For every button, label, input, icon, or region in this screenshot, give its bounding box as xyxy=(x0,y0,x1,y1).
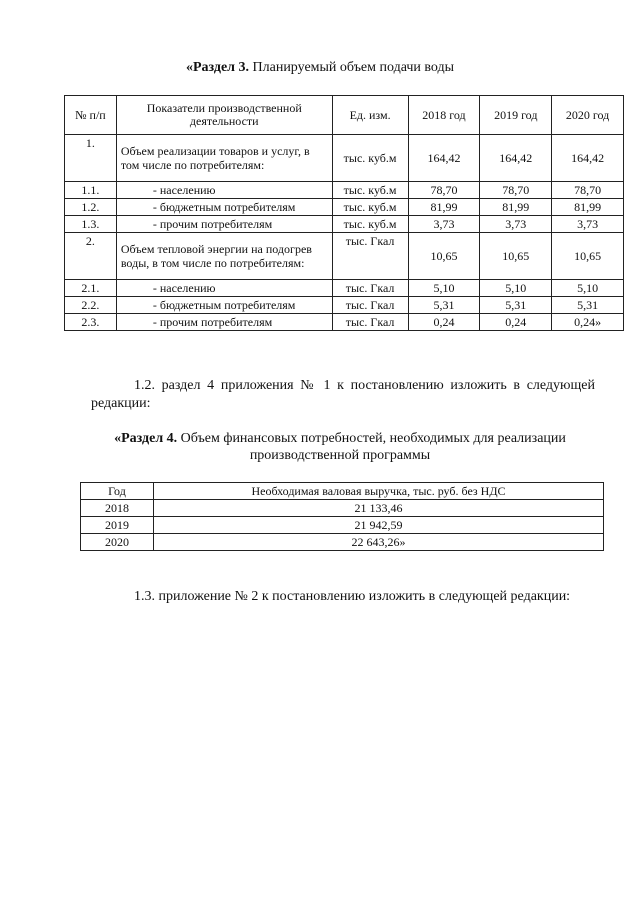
row-value-2019: 10,65 xyxy=(480,233,552,280)
section3-title-bold: «Раздел 3. xyxy=(185,60,250,75)
row-value-2019: 0,24 xyxy=(480,314,552,331)
table-row xyxy=(81,534,604,551)
row-unit: тыс. куб.м xyxy=(332,135,408,182)
row-value-2018: 5,31 xyxy=(408,297,480,314)
row-revenue: 21 133,46 xyxy=(154,500,604,517)
row-indicator: - населению xyxy=(116,182,332,199)
table-row xyxy=(81,500,604,517)
row-value-2020: 3,73 xyxy=(552,216,624,233)
section4-title-rest: Объем финансовых потребностей, необходимых для реализации производственной программы xyxy=(177,431,566,463)
row-indicator: Объем реализации товаров и услуг, в том числе по потребителям: xyxy=(116,135,332,182)
row-value-2020: 10,65 xyxy=(552,233,624,280)
row-num: 2.2. xyxy=(65,297,117,314)
row-value-2018: 0,24 xyxy=(408,314,480,331)
row-value-2018: 164,42 xyxy=(408,135,480,182)
section3-title-rest: Планируемый объем подачи воды xyxy=(249,60,455,75)
row-value-2019: 3,73 xyxy=(480,216,552,233)
header-unit: Ед. изм. xyxy=(332,96,408,135)
header-revenue: Необходимая валовая выручка, тыс. руб. без НДС xyxy=(154,483,604,500)
table-header-row xyxy=(65,96,624,135)
row-num: 1. xyxy=(65,135,117,182)
row-indicator: - бюджетным потребителям xyxy=(116,297,332,314)
row-num: 2. xyxy=(65,233,117,280)
row-value-2018: 5,10 xyxy=(408,280,480,297)
row-year: 2020 xyxy=(81,534,154,551)
row-unit: тыс. Гкал xyxy=(332,280,408,297)
row-num: 2.3. xyxy=(65,314,117,331)
header-indicator: Показатели производственной деятельности xyxy=(116,96,332,135)
row-unit: тыс. куб.м xyxy=(332,199,408,216)
row-indicator: Объем тепловой энергии на подогрев воды, в том числе по потребителям: xyxy=(116,233,332,280)
row-value-2020: 78,70 xyxy=(552,182,624,199)
header-2019: 2019 год xyxy=(480,96,552,135)
row-value-2020: 5,10 xyxy=(552,280,624,297)
table-row xyxy=(65,280,624,297)
row-value-2018: 3,73 xyxy=(408,216,480,233)
row-revenue: 21 942,59 xyxy=(154,517,604,534)
row-value-2020: 164,42 xyxy=(552,135,624,182)
row-value-2019: 81,99 xyxy=(480,199,552,216)
paragraph-1-2-text: 1.2. раздел 4 приложения № 1 к постановлению изложить в следующей редакции: xyxy=(91,378,595,411)
table-row xyxy=(65,314,624,331)
table-row xyxy=(81,517,604,534)
paragraph-1-2 xyxy=(91,377,595,413)
section4-title xyxy=(80,430,600,464)
section3-title xyxy=(0,60,640,76)
row-value-2018: 78,70 xyxy=(408,182,480,199)
water-supply-table xyxy=(64,95,624,331)
row-value-2018: 10,65 xyxy=(408,233,480,280)
paragraph-1-3-text: 1.3. приложение № 2 к постановлению изложить в следующей редакции: xyxy=(134,589,571,604)
table-row xyxy=(65,216,624,233)
header-num: № п/п xyxy=(65,96,117,135)
paragraph-1-3 xyxy=(91,588,595,606)
table-row xyxy=(65,135,624,182)
table-row xyxy=(65,199,624,216)
row-num: 1.2. xyxy=(65,199,117,216)
table-row xyxy=(65,182,624,199)
row-value-2020: 81,99 xyxy=(552,199,624,216)
row-indicator: - бюджетным потребителям xyxy=(116,199,332,216)
row-num: 2.1. xyxy=(65,280,117,297)
row-revenue: 22 643,26» xyxy=(154,534,604,551)
table-row xyxy=(65,297,624,314)
row-year: 2019 xyxy=(81,517,154,534)
row-unit: тыс. Гкал xyxy=(332,297,408,314)
row-value-2019: 164,42 xyxy=(480,135,552,182)
row-num: 1.3. xyxy=(65,216,117,233)
row-indicator: - населению xyxy=(116,280,332,297)
row-year: 2018 xyxy=(81,500,154,517)
row-unit: тыс. Гкал xyxy=(332,233,408,280)
financial-needs-table xyxy=(80,482,604,551)
header-2018: 2018 год xyxy=(408,96,480,135)
row-unit: тыс. куб.м xyxy=(332,182,408,199)
row-value-2020: 0,24» xyxy=(552,314,624,331)
row-indicator: - прочим потребителям xyxy=(116,216,332,233)
header-year: Год xyxy=(81,483,154,500)
row-unit: тыс. Гкал xyxy=(332,314,408,331)
row-unit: тыс. куб.м xyxy=(332,216,408,233)
row-value-2019: 78,70 xyxy=(480,182,552,199)
row-indicator: - прочим потребителям xyxy=(116,314,332,331)
table-row xyxy=(65,233,624,280)
row-num: 1.1. xyxy=(65,182,117,199)
header-2020: 2020 год xyxy=(552,96,624,135)
row-value-2019: 5,10 xyxy=(480,280,552,297)
row-value-2020: 5,31 xyxy=(552,297,624,314)
section4-title-bold: «Раздел 4. xyxy=(114,431,178,446)
row-value-2019: 5,31 xyxy=(480,297,552,314)
row-value-2018: 81,99 xyxy=(408,199,480,216)
table-header-row xyxy=(81,483,604,500)
